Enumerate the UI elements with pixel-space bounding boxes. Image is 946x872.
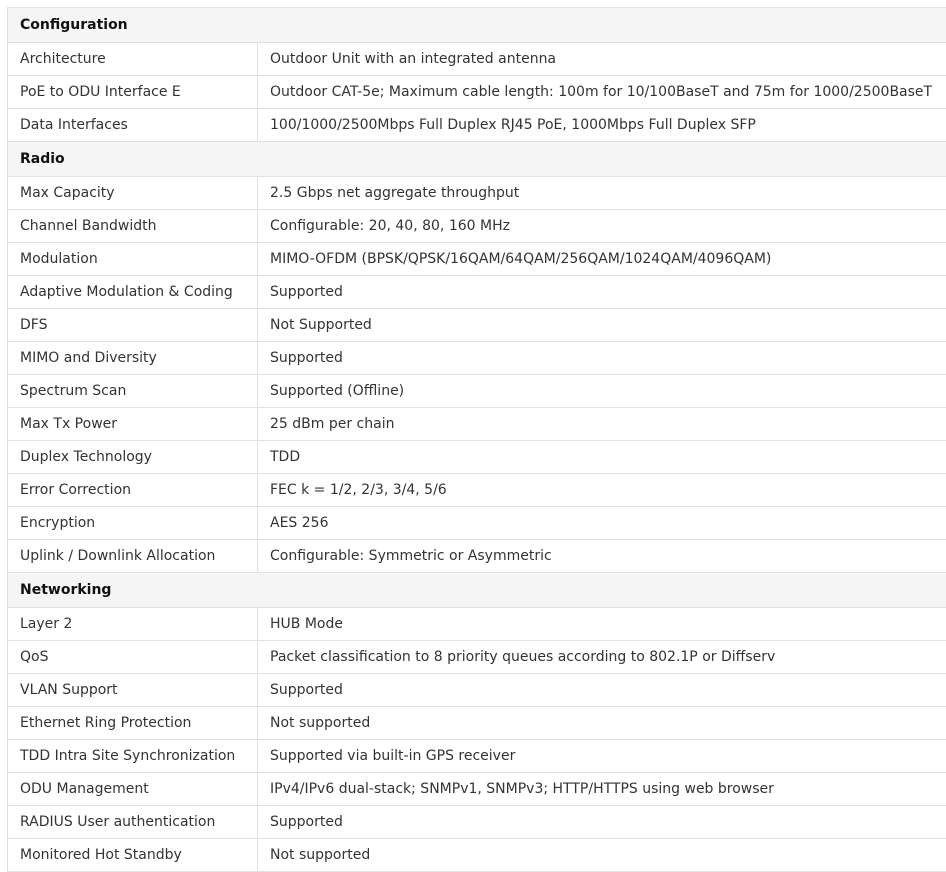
spec-value: Supported (Offline) xyxy=(258,375,946,408)
spec-value: 100/1000/2500Mbps Full Duplex RJ45 PoE, 1000Mbps Full Duplex SFP xyxy=(258,109,946,142)
spec-row xyxy=(8,276,946,309)
spec-row xyxy=(8,806,946,839)
spec-key: Uplink / Downlink Allocation xyxy=(8,540,258,573)
spec-key: Monitored Hot Standby xyxy=(8,839,258,872)
spec-row xyxy=(8,76,946,109)
spec-row xyxy=(8,641,946,674)
spec-key: TDD Intra Site Synchronization xyxy=(8,740,258,773)
spec-key: VLAN Support xyxy=(8,674,258,707)
spec-value: AES 256 xyxy=(258,507,946,540)
spec-key: PoE to ODU Interface E xyxy=(8,76,258,109)
spec-value: Configurable: Symmetric or Asymmetric xyxy=(258,540,946,573)
spec-row xyxy=(8,342,946,375)
spec-value: Not Supported xyxy=(258,309,946,342)
spec-row xyxy=(8,43,946,76)
spec-value: FEC k = 1/2, 2/3, 3/4, 5/6 xyxy=(258,474,946,507)
spec-row xyxy=(8,773,946,806)
spec-value: Not supported xyxy=(258,839,946,872)
spec-value: TDD xyxy=(258,441,946,474)
spec-row xyxy=(8,608,946,641)
spec-value: MIMO-OFDM (BPSK/QPSK/16QAM/64QAM/256QAM/1024QAM/4096QAM) xyxy=(258,243,946,276)
spec-table-container xyxy=(7,7,946,872)
spec-row xyxy=(8,507,946,540)
spec-key: Max Tx Power xyxy=(8,408,258,441)
section-header-radio xyxy=(8,142,946,177)
spec-row xyxy=(8,109,946,142)
spec-key: Spectrum Scan xyxy=(8,375,258,408)
spec-row xyxy=(8,441,946,474)
spec-row xyxy=(8,408,946,441)
spec-value: HUB Mode xyxy=(258,608,946,641)
spec-row xyxy=(8,309,946,342)
spec-row xyxy=(8,839,946,872)
spec-key: QoS xyxy=(8,641,258,674)
spec-key: Encryption xyxy=(8,507,258,540)
spec-key: Ethernet Ring Protection xyxy=(8,707,258,740)
spec-key: ODU Management xyxy=(8,773,258,806)
spec-value: Supported xyxy=(258,806,946,839)
spec-value: IPv4/IPv6 dual-stack; SNMPv1, SNMPv3; HTTP/HTTPS using web browser xyxy=(258,773,946,806)
section-title: Configuration xyxy=(8,8,946,43)
spec-key: Channel Bandwidth xyxy=(8,210,258,243)
section-header-networking xyxy=(8,573,946,608)
spec-table xyxy=(7,7,946,872)
spec-key: RADIUS User authentication xyxy=(8,806,258,839)
section-title: Radio xyxy=(8,142,946,177)
spec-value: Supported via built-in GPS receiver xyxy=(258,740,946,773)
spec-key: Duplex Technology xyxy=(8,441,258,474)
spec-key: Modulation xyxy=(8,243,258,276)
spec-row xyxy=(8,375,946,408)
spec-value: Outdoor Unit with an integrated antenna xyxy=(258,43,946,76)
spec-row xyxy=(8,540,946,573)
spec-value: Supported xyxy=(258,276,946,309)
spec-value: Packet classification to 8 priority queues according to 802.1P or Diffserv xyxy=(258,641,946,674)
section-title: Networking xyxy=(8,573,946,608)
spec-key: Data Interfaces xyxy=(8,109,258,142)
spec-value: Supported xyxy=(258,342,946,375)
spec-value: 25 dBm per chain xyxy=(258,408,946,441)
spec-key: DFS xyxy=(8,309,258,342)
spec-key: Architecture xyxy=(8,43,258,76)
spec-key: Adaptive Modulation & Coding xyxy=(8,276,258,309)
spec-row xyxy=(8,243,946,276)
spec-value: Not supported xyxy=(258,707,946,740)
section-header-configuration xyxy=(8,8,946,43)
spec-key: Max Capacity xyxy=(8,177,258,210)
spec-value: Outdoor CAT-5e; Maximum cable length: 100m for 10/100BaseT and 75m for 1000/2500BaseT xyxy=(258,76,946,109)
spec-key: Error Correction xyxy=(8,474,258,507)
spec-value: Configurable: 20, 40, 80, 160 MHz xyxy=(258,210,946,243)
spec-row xyxy=(8,674,946,707)
spec-value: 2.5 Gbps net aggregate throughput xyxy=(258,177,946,210)
spec-key: MIMO and Diversity xyxy=(8,342,258,375)
spec-row xyxy=(8,740,946,773)
spec-row xyxy=(8,210,946,243)
spec-row xyxy=(8,177,946,210)
spec-key: Layer 2 xyxy=(8,608,258,641)
spec-value: Supported xyxy=(258,674,946,707)
spec-row xyxy=(8,474,946,507)
spec-row xyxy=(8,707,946,740)
